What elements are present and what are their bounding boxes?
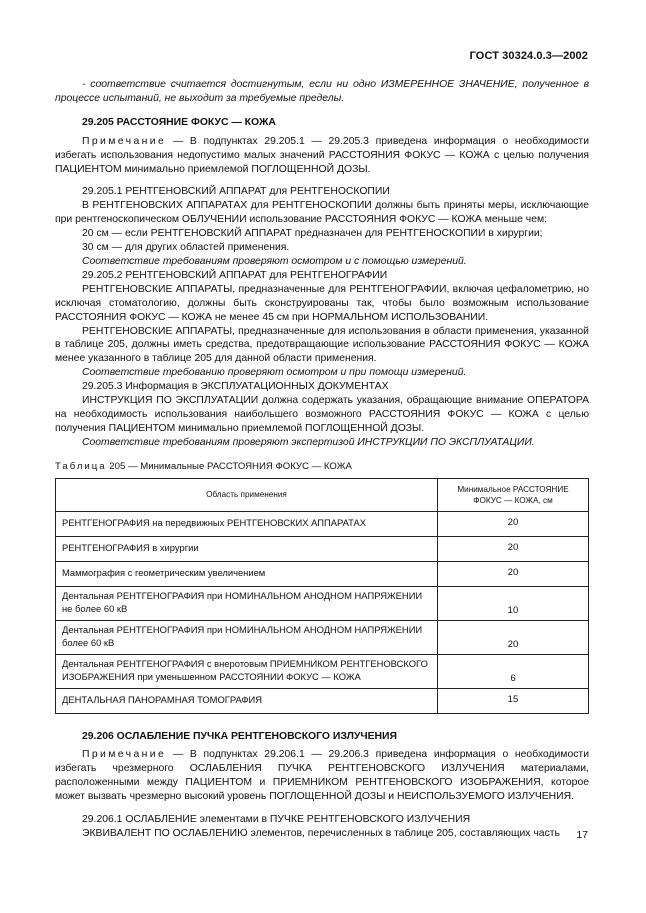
- subsection-title-29-205-2: 29.205.2 РЕНТГЕНОВСКИЙ АППАРАТ для РЕНТГЕНОГРАФИИ: [82, 269, 388, 281]
- table-cell-area: Маммография с геометрическим увеличением: [56, 561, 438, 586]
- table-row: [56, 511, 589, 536]
- table-cell-value: 6: [438, 654, 589, 688]
- note-29-206: [55, 748, 589, 804]
- paragraph-29-205-3: ИНСТРУКЦИЯ ПО ЭКСПЛУАТАЦИИ должна содержать указания, обращающие внимание ОПЕРАТОРА на необходимость использования наибольшего возможного РАССТОЯНИЯ ФОКУС — КОЖА с целью получения ПАЦИЕНТОМ минимально приемлемой ПОГЛОЩЕННОЙ ДОЗЫ.: [55, 395, 589, 434]
- table-cell-area: РЕНТГЕНОГРАФИЯ на передвижных РЕНТГЕНОВСКИХ АППАРАТАХ: [56, 511, 438, 536]
- table-cell-value: 20: [438, 536, 589, 561]
- subsection-title-29-205-1: 29.205.1 РЕНТГЕНОВСКИЙ АППАРАТ для РЕНТГЕНОСКОПИИ: [82, 186, 390, 198]
- page-number: 17: [576, 830, 588, 841]
- table-row: [56, 536, 589, 561]
- column-header-min-distance: Минимальное РАССТОЯНИЕ ФОКУС — КОЖА, см: [438, 478, 589, 511]
- table-caption: [55, 460, 589, 474]
- table-header-row: [56, 478, 589, 511]
- table-row: [56, 654, 589, 688]
- table-cell-area: Дентальная РЕНТГЕНОГРАФИЯ при НОМИНАЛЬНОМ АНОДНОМ НАПРЯЖЕНИИ более 60 кВ: [56, 620, 438, 654]
- table-cell-value: 20: [438, 511, 589, 536]
- table-row: [56, 586, 589, 620]
- paragraph-29-205-2-a: РЕНТГЕНОВСКИЕ АППАРАТЫ, предназначенные для РЕНТГЕНОГРАФИИ, включая цефалометрию, но исключая стоматологию, должны быть сконструированы так, чтобы было возможным использование РАССТОЯНИЯ ФОКУС — КОЖА не менее 45 см при НОРМАЛЬНОМ ИСПОЛЬЗОВАНИИ.: [55, 283, 589, 323]
- compliance-check-29-205-1: Соответствие требованиям проверяют осмотром и с помощью измерений.: [82, 255, 467, 267]
- table-205: [55, 478, 589, 714]
- table-cell-value: 15: [438, 688, 589, 713]
- table-row: [56, 620, 589, 654]
- list-item-30cm: 30 см — для других областей применения.: [82, 242, 290, 254]
- table-cell-value: 20: [438, 561, 589, 586]
- note-text: — В подпунктах 29.205.1 — 29.205.3 приведена информация о необходимости избегать использования недопустимо малых значений РАССТОЯНИЯ ФОКУС — КОЖА с целью получения ПАЦИЕНТОМ минимально приемлемой ПОГЛОЩЕННОЙ ДОЗЫ.: [55, 135, 589, 175]
- table-row: [56, 561, 589, 586]
- table-cell-area: Дентальная РЕНТГЕНОГРАФИЯ при НОМИНАЛЬНОМ АНОДНОМ НАПРЯЖЕНИИ не более 60 кВ: [56, 586, 438, 620]
- table-cell-area: РЕНТГЕНОГРАФИЯ в хирургии: [56, 536, 438, 561]
- table-cell-area: Дентальная РЕНТГЕНОГРАФИЯ с внеротовым ПРИЕМНИКОМ РЕНТГЕНОВСКОГО ИЗОБРАЖЕНИЯ при уменьшенном РАССТОЯНИИ ФОКУС — КОЖА: [56, 654, 438, 688]
- table-row: [56, 688, 589, 713]
- note-label: Примечание: [82, 749, 167, 761]
- table-caption-label: Таблица: [55, 460, 107, 472]
- paragraph-29-205-1: В РЕНТГЕНОВСКИХ АППАРАТАХ для РЕНТГЕНОСКОПИИ должны быть приняты меры, исключающие при рентгеноскопическом ОБЛУЧЕНИИ использование РАССТОЯНИЯ ФОКУС — КОЖА меньше чем:: [55, 200, 589, 226]
- section-heading-29-205: 29.205 РАССТОЯНИЕ ФОКУС — КОЖА: [82, 116, 276, 128]
- section-heading-29-206: 29.206 ОСЛАБЛЕНИЕ ПУЧКА РЕНТГЕНОВСКОГО ИЗЛУЧЕНИЯ: [82, 730, 397, 742]
- intro-paragraph: - соответствие считается достигнутым, если ни одно ИЗМЕРЕННОЕ ЗНАЧЕНИЕ, полученное в процессе испытаний, не выходит за требуемые пределы.: [55, 79, 589, 104]
- column-header-area: Область применения: [56, 478, 438, 511]
- table-cell-value: 10: [438, 586, 589, 620]
- standard-number: ГОСТ 30324.0.3—2002: [469, 50, 588, 62]
- note-label: Примечание: [82, 135, 167, 147]
- table-cell-area: ДЕНТАЛЬНАЯ ПАНОРАМНАЯ ТОМОГРАФИЯ: [56, 688, 438, 713]
- table-caption-text: 205 — Минимальные РАССТОЯНИЯ ФОКУС — КОЖА: [106, 460, 352, 472]
- table-cell-value: 20: [438, 620, 589, 654]
- compliance-check-29-205-2: Соответствие требованию проверяют осмотром и при помощи измерений.: [82, 367, 467, 379]
- compliance-check-29-205-3: Соответствие требованиям проверяют экспертизой ИНСТРУКЦИИ ПО ЭКСПЛУАТАЦИИ.: [82, 436, 535, 448]
- paragraph-29-205-2-b: РЕНТГЕНОВСКИЕ АППАРАТЫ, предназначенные для использования в области применения, указанной в таблице 205, должны иметь средства, предотвращающие использование РАССТОЯНИЯ ФОКУС — КОЖА менее указанного в таблице 205 для данной области применения.: [55, 325, 589, 365]
- note-text: — В подпунктах 29.206.1 — 29.206.3 приведена информация о необходимости избегать чрезмерного ОСЛАБЛЕНИЯ ПУЧКА РЕНТГЕНОВСКОГО ИЗЛУЧЕНИЯ материалами, расположенными между ПАЦИЕНТОМ и ПРИЕМНИКОМ РЕНТГЕНОВСКОГО ИЗОБРАЖЕНИЯ, которое может вызвать чрезмерно высокий уровень ПОГЛОЩЕННОЙ ДОЗЫ и НЕИСПОЛЬЗУЕМОГО ИЗЛУЧЕНИЯ.: [55, 749, 589, 803]
- list-item-20cm: 20 см — если РЕНТГЕНОВСКИЙ АППАРАТ предназначен для РЕНТГЕНОСКОПИИ в хирургии;: [82, 228, 543, 240]
- subsection-title-29-205-3: 29.205.3 Информация в ЭКСПЛУАТАЦИОННЫХ ДОКУМЕНТАХ: [82, 381, 389, 393]
- page-content: [55, 78, 589, 841]
- paragraph-29-206-1: ЭКВИВАЛЕНТ ПО ОСЛАБЛЕНИЮ элементов, перечисленных в таблице 205, составляющих часть: [82, 828, 560, 839]
- subsection-title-29-206-1: 29.206.1 ОСЛАБЛЕНИЕ элементами в ПУЧКЕ РЕНТГЕНОВСКОГО ИЗЛУЧЕНИЯ: [82, 814, 471, 826]
- note-29-205: [55, 135, 589, 177]
